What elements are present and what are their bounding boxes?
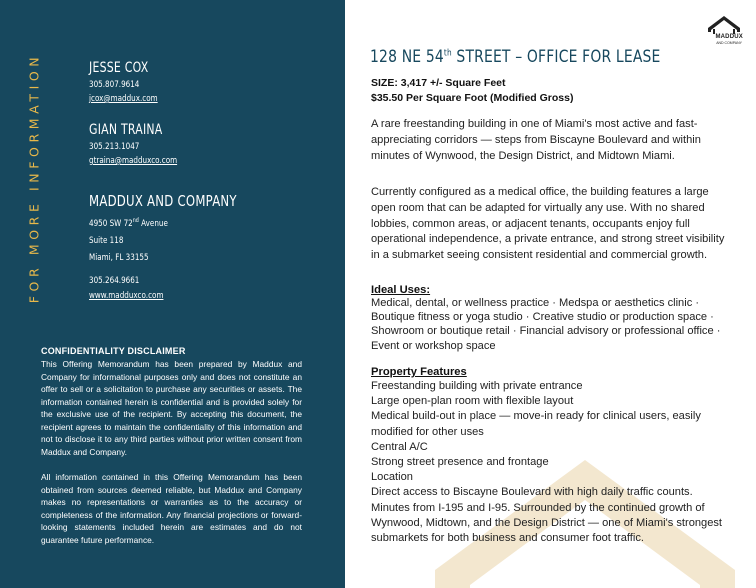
- feature-item: Large open-plan room with flexible layout: [371, 395, 574, 408]
- contact-phone: 305.213.1047: [89, 142, 140, 152]
- feature-item: Central A/C: [371, 440, 428, 453]
- contact-phone: 305.807.9614: [89, 80, 140, 90]
- company-info: [89, 192, 278, 301]
- feature-item: Direct access to Biscayne Boulevard with high daily traffic counts. Minutes from I-195 and I-95. Surrounded by the continued growth of Wynwood, Midtown, and the Design District — one of Miami's strongest submarkets for both business and consumer foot traffic.: [371, 486, 722, 545]
- ideal-uses-text: Medical, dental, or wellness practice · Medspa or aesthetics clinic · Boutique fitness or yoga studio · Creative studio or production space · Showroom or boutique retail · Financial advisory or professional office · Event or workshop space: [371, 297, 721, 352]
- company-city: Miami, FL 33155: [89, 253, 149, 263]
- contact-name: GIAN TRAINA: [89, 122, 163, 138]
- description-paragraph: Currently configured as a medical office, the building features a large open room that can be adapted for virtually any use. With no shared lobbies, common areas, or adjacent tenants, occupants enjoy full operational independence, a private entrance, and strong street visibility in a submarket seeing consistent residential and commercial growth.: [371, 186, 725, 262]
- disclaimer-paragraph-1: This Offering Memorandum has been prepared by Maddux and Company for informational purposes only and does not constitute an offer to sell or a solicitation to purchase any securities or assets. The information contained herein is confidential and is provided solely for the exclusive use of the recipient. By accepting this document, the recipient agrees to maintain the confidentiality of this information and not to disclose it to any third parties without prior written consent from Maddux and Company.: [41, 359, 302, 457]
- feature-item: Strong street presence and frontage: [371, 456, 549, 469]
- feature-item: Location: [371, 471, 413, 484]
- logo-company-name: MADDUX: [715, 34, 743, 40]
- company-address: 4950 SW 72nd Avenue: [89, 217, 168, 229]
- contact-email-link[interactable]: gtraina@madduxco.com: [89, 156, 178, 166]
- intro-paragraph: A rare freestanding building in one of Miami's most active and fast-appreciating corridors — steps from Biscayne Boulevard and within minutes of Wynwood, the Design District, and Midtown Miami.: [371, 118, 701, 162]
- company-suite: Suite 118: [89, 236, 124, 246]
- contact-email-link[interactable]: jcox@maddux.com: [89, 94, 158, 104]
- ideal-uses-heading: Ideal Uses:: [371, 284, 431, 296]
- property-features-heading: Property Features: [371, 366, 467, 378]
- contact-name: JESSE COX: [89, 60, 149, 76]
- contact-jesse-cox: [89, 60, 175, 104]
- feature-item: Freestanding building with private entrance: [371, 380, 583, 392]
- disclaimer-paragraph-2: All information contained in this Offering Memorandum has been obtained from sources deemed reliable, but Maddux and Company makes no representations or warranties as to the accuracy or completeness of the information. Any financial projections or forward-looking statements included herein are estimates and do not guarantee future performance.: [41, 472, 302, 545]
- property-title: 128 NE 54th STREET – OFFICE FOR LEASE: [370, 47, 661, 67]
- contact-gian-traina: [89, 122, 199, 166]
- logo-company-subtitle: AND COMPANY: [716, 41, 742, 45]
- company-website-link[interactable]: www.madduxco.com: [89, 291, 164, 301]
- company-name: MADDUX AND COMPANY: [89, 192, 237, 210]
- company-phone: 305.264.9661: [89, 276, 140, 286]
- disclaimer-title: CONFIDENTIALITY DISCLAIMER: [41, 346, 186, 356]
- property-features-list: [371, 379, 731, 546]
- property-size: SIZE: 3,417 +/- Square Feet: [371, 77, 506, 89]
- property-price: $35.50 Per Square Foot (Modified Gross): [371, 92, 574, 104]
- feature-item: Medical build-out in place — move-in ready for clinical users, easily modified for other uses: [371, 410, 701, 438]
- confidentiality-disclaimer: [41, 346, 302, 546]
